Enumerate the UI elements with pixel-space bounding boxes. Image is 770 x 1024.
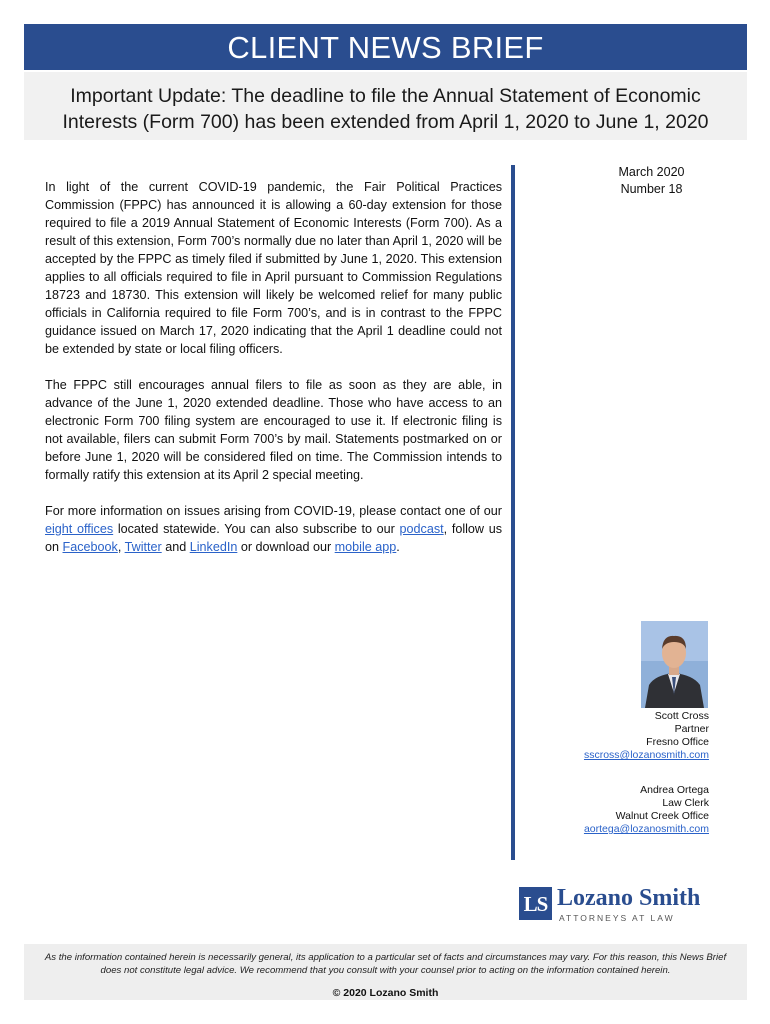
footer [24, 944, 747, 1000]
p3-text-2: located statewide. You can also subscribe to our [113, 522, 400, 536]
author-photo [641, 621, 708, 708]
facebook-link[interactable]: Facebook [62, 540, 118, 554]
disclaimer: As the information contained herein is necessarily general, its application to a particular set of facts and circumstances may vary. For this reason, this News Brief does not constitute legal advice. We recommend that you consult with your counsel prior to acting on the information contained herein. [44, 952, 727, 976]
contact-name: Scott Cross [654, 710, 709, 722]
twitter-link[interactable]: Twitter [124, 540, 162, 554]
logo-tagline: ATTORNEYS AT LAW [559, 913, 675, 923]
paragraph-1: In light of the current COVID-19 pandemic, the Fair Political Practices Commission (FPPC) has announced it is allowing a 60-day extension for those required to file a 2019 Annual Statement of Economic Interests (Form 700). As a result of this extension, Form 700’s normally due no later than April 1, 2020 will be accepted by the FPPC as timely filed if submitted by June 1, 2020. This extension applies to all officials required to file in April pursuant to Commission Regulations 18723 and 18730. This extension will likely be welcomed relief for many public officials in California required to file Form 700’s, and is in contrast to the FPPC guidance issued on March 17, 2020 indicating that the April 1 deadline could not be extended by state or local filing officers. [45, 180, 502, 356]
p3-text-3: , follow us on [45, 522, 502, 554]
banner-title: CLIENT NEWS BRIEF [227, 30, 544, 65]
p3-text-4: and [161, 540, 190, 554]
contact-title: Law Clerk [662, 797, 709, 809]
contact-scott-cross [560, 710, 709, 762]
column-divider [511, 165, 515, 860]
issue-number: Number 18 [620, 182, 683, 196]
headline-line-1: Important Update: The deadline to file the Annual Statement of Economic [70, 85, 701, 107]
contact-andrea-ortega [560, 784, 709, 836]
headline [24, 72, 747, 140]
p3-end: . [396, 540, 400, 554]
contact-name: Andrea Ortega [640, 784, 709, 796]
firm-logo [519, 885, 719, 925]
headline-line-2: Interests (Form 700) has been extended from April 1, 2020 to June 1, 2020 [62, 111, 709, 133]
contact-title: Partner [674, 723, 709, 735]
offices-link[interactable]: eight offices [45, 522, 114, 536]
issue-date: March 2020 [618, 165, 685, 179]
article-body [45, 178, 502, 574]
p3-text-1: For more information on issues arising from COVID-19, please contact one of our [45, 504, 502, 518]
page-banner [24, 24, 747, 70]
issue-info [600, 164, 703, 198]
logo-name: Lozano Smith [557, 885, 701, 911]
paragraph-3 [45, 502, 502, 556]
mobile-app-link[interactable]: mobile app [334, 540, 397, 554]
podcast-link[interactable]: podcast [399, 522, 444, 536]
linkedin-link[interactable]: LinkedIn [189, 540, 238, 554]
paragraph-2: The FPPC still encourages annual filers to file as soon as they are able, in advance of the June 1, 2020 extended deadline. Those who have access to an electronic Form 700 filing system are encouraged to use it. If electronic filing is not available, filers can submit Form 700’s by mail. Statements postmarked on or before June 1, 2020 will be considered filed on time. The Commission intends to formally ratify this extension at its April 2 special meeting. [45, 378, 502, 482]
contact-office: Walnut Creek Office [615, 810, 709, 822]
contact-office: Fresno Office [646, 736, 709, 748]
p3-text-5: or download our [237, 540, 335, 554]
contact-email-link[interactable]: sscross@lozanosmith.com [583, 749, 709, 761]
copyright: © 2020 Lozano Smith [332, 987, 439, 999]
p3-sep-1: , [117, 540, 125, 554]
author-portrait-icon [641, 621, 708, 708]
contact-email-link[interactable]: aortega@lozanosmith.com [583, 823, 709, 835]
logo-mark: LS [519, 887, 552, 920]
